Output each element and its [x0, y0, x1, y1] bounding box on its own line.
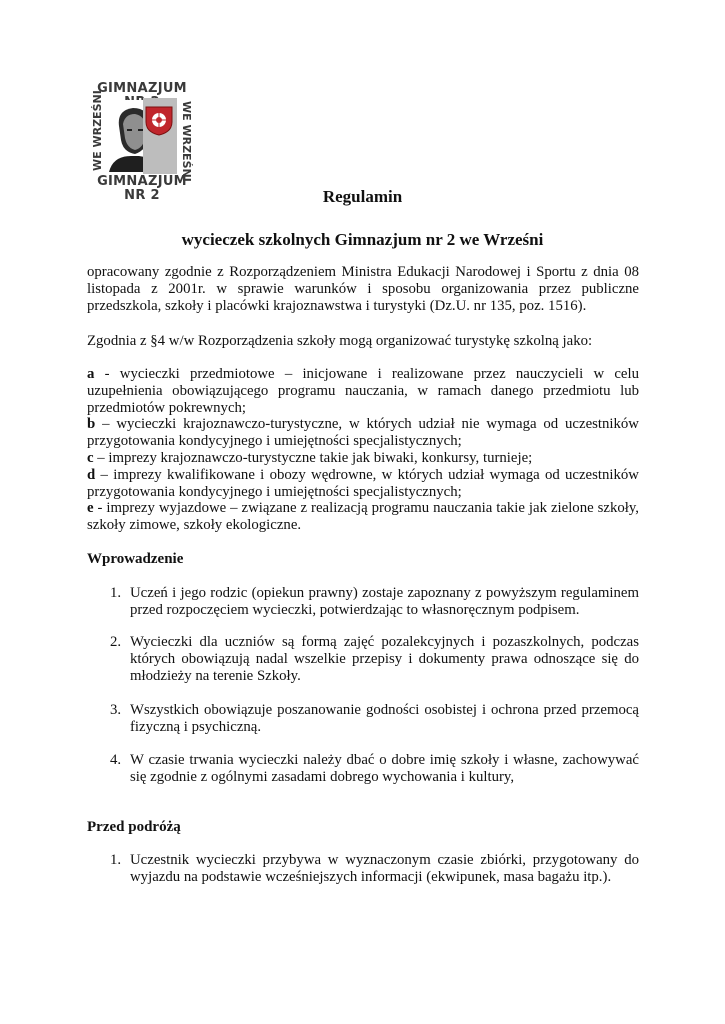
list-text: Wycieczki dla uczniów są formą zajęć pozalekcyjnych i pozaszkolnych, podczas których obowiązują nadal wszelkie przepisy i dokumenty prawa odnoszące się do młodzieży na terenie Szkoły. [130, 634, 639, 684]
list-item [110, 634, 639, 684]
logo-top-text: GIMNAZJUM [97, 81, 187, 96]
type-text: – imprezy kwalifikowane i obozy wędrowne, w których udział wymaga od uczestników przygotowania kondycyjnego i umiejętności specjalistycznych; [87, 466, 639, 500]
type-letter: b [87, 416, 96, 433]
list-number: 1. [110, 585, 122, 601]
list-item [110, 752, 639, 786]
list-item [110, 585, 639, 619]
list-number: 4. [110, 752, 122, 768]
type-letter: a [87, 366, 95, 382]
type-letter: e [87, 500, 94, 517]
list-item [110, 702, 639, 736]
intro-paragraph: opracowany zgodnie z Rozporządzeniem Ministra Edukacji Narodowej i Sportu z dnia 08 listopada z 2001r. w sprawie warunków i sposobu organizowania przez publiczne przedszkola, szkoły i placówki krajoznawstwa i turystyki (Dz.U. nr 135, poz. 1516). [87, 264, 639, 314]
trip-type-c [87, 450, 639, 467]
type-letter: c [87, 449, 94, 466]
logo-bottom-text: GIMNAZJUM NR 2 [97, 174, 187, 203]
trip-type-d [87, 467, 639, 501]
list-number: 1. [110, 852, 122, 868]
type-text: – imprezy krajoznawczo-turystyczne takie jak biwaki, konkursy, turnieje; [93, 449, 533, 466]
list-number: 3. [110, 702, 122, 718]
coat-of-arms-icon [145, 106, 173, 136]
type-text: - wycieczki przedmiotowe – inicjowane i realizowane przez nauczycieli w celu uzupełnienia obowiązującego programu nauczania, w ramach danego przedmiotu lub przedmiotów pokrewnych; [87, 366, 639, 416]
section-heading-introduction: Wprowadzenie [87, 551, 184, 567]
type-text: - imprezy wyjazdowe – związane z realizacją programu nauczania takie jak zielone szkoły, szkoły zimowe, szkoły ekologiczne. [87, 500, 639, 534]
list-text: Wszystkich obowiązuje poszanowanie godności osobistej i ochrona przed przemocą fizyczną i psychiczną. [130, 702, 639, 735]
trip-type-a [87, 366, 639, 416]
lead-paragraph: Zgodnia z §4 w/w Rozporządzenia szkoły mogą organizować turystykę szkolną jako: [87, 333, 593, 349]
logo-right-text: WE WRZEŚNI [180, 101, 193, 182]
list-number: 2. [110, 634, 122, 650]
list-text: Uczeń i jego rodzic (opiekun prawny) zostaje zapoznany z powyższym regulaminem przed rozpoczęciem wycieczki, potwierdzając to własnoręcznym podpisem. [130, 585, 639, 618]
section-heading-before-journey: Przed podróżą [87, 819, 181, 835]
school-logo [89, 81, 195, 203]
type-text: – wycieczki krajoznawczo-turystyczne, w których udział nie wymaga od uczestników przygotowania kondycyjnego i umiejętności specjalistycznych; [87, 416, 639, 450]
list-text: Uczestnik wycieczki przybywa w wyznaczonym czasie zbiórki, przygotowany do wyjazdu na podstawie wcześniejszych informacji (ekwipunek, masa bagażu itp.). [130, 852, 639, 885]
document-title: Regulamin [322, 187, 403, 206]
trip-type-e [87, 500, 639, 534]
document-subtitle: wycieczek szkolnych Gimnazjum nr 2 we Wrześni [181, 230, 544, 249]
logo-left-text: WE WRZEŚNI [91, 90, 104, 171]
list-item [110, 852, 639, 886]
list-text: W czasie trwania wycieczki należy dbać o dobre imię szkoły i własne, zachowywać się zgodnie z ogólnymi zasadami dobrego wychowania i kultury, [130, 752, 639, 785]
type-letter: d [87, 466, 96, 483]
trip-type-b [87, 416, 639, 450]
trip-types-list [87, 366, 639, 534]
